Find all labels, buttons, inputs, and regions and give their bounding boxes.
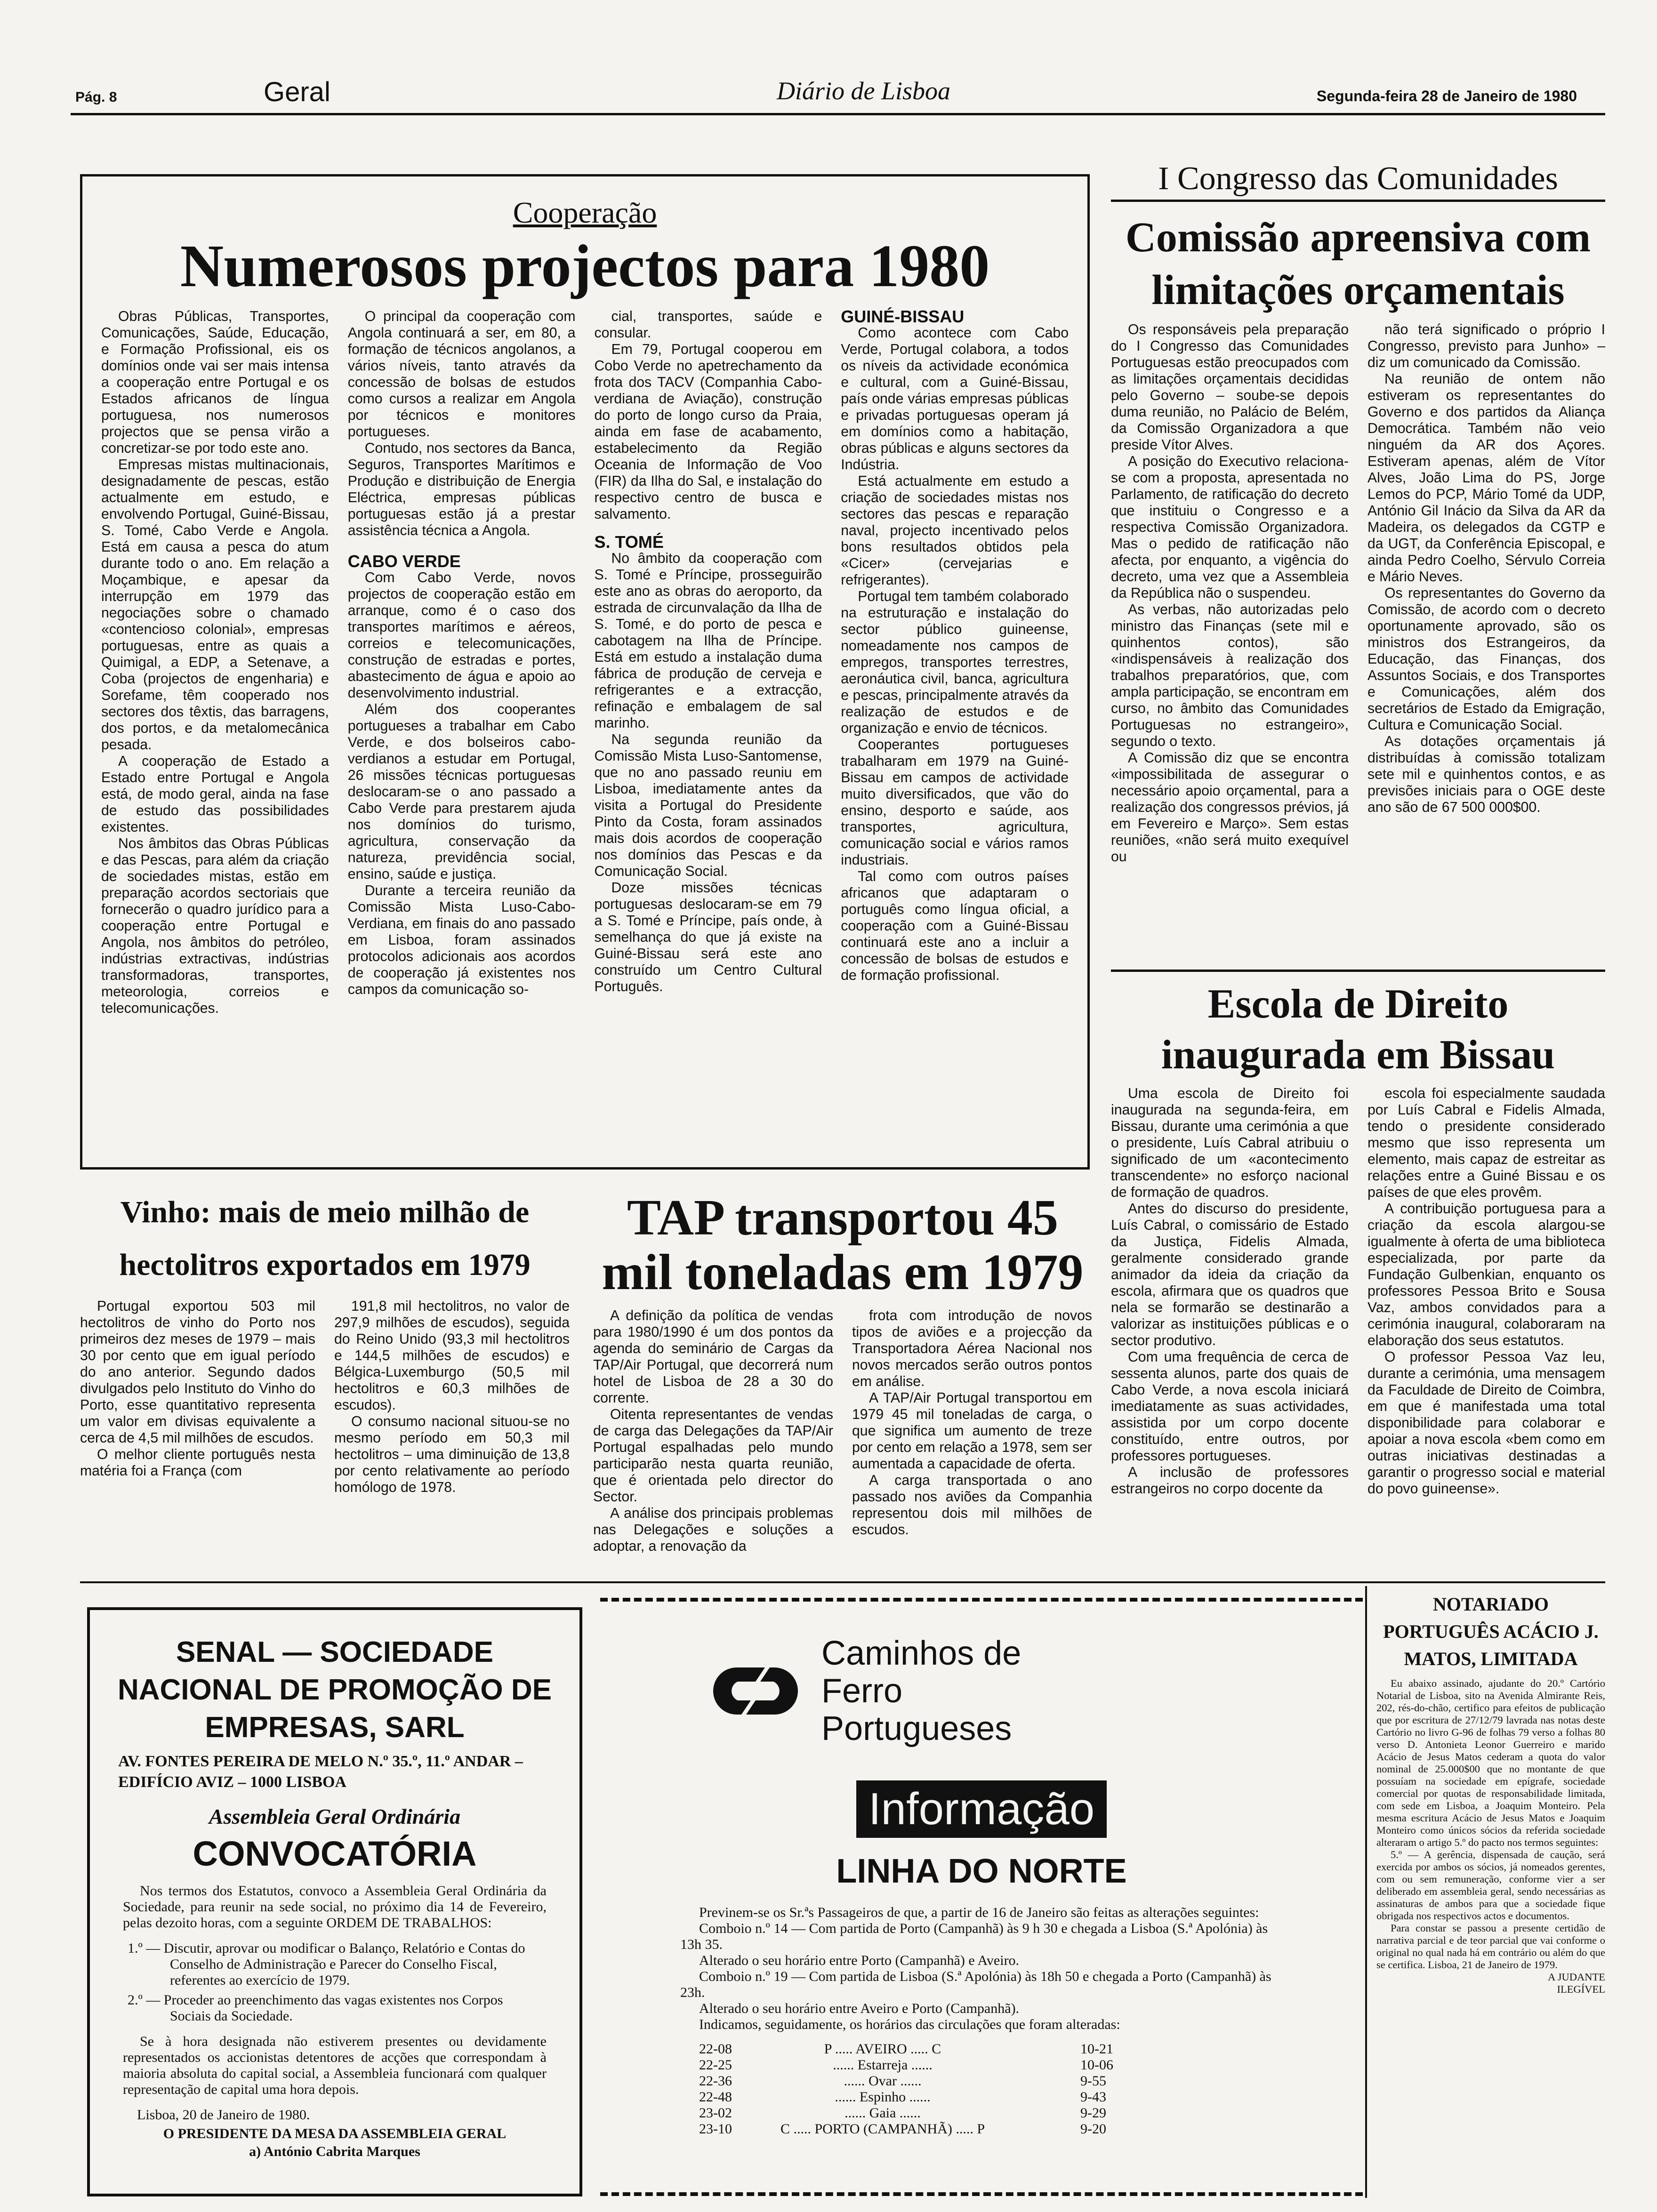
paragraph: Está actualmente em estudo a criação de sociedades mistas nos sectores das pescas e reparação naval, projecto incentivado pelos bons resultados obtidos pela «Cicer» (cervejarias e refrigerantes). <box>841 473 1069 588</box>
ad-senal <box>87 1607 582 2196</box>
article-column <box>334 1298 570 1496</box>
paragraph: não terá significado o próprio I Congresso, previsto para Junho» – diz um comunicado da Comissão. <box>1367 322 1605 370</box>
article-column <box>101 308 329 1146</box>
ad-assembly: Assembleia Geral Ordinária <box>209 1804 461 1828</box>
article-headline: Vinho: mais de meio milhão de hectolitros exportados em 1979 <box>119 1195 531 1282</box>
agenda-item: 2.º — Proceder ao preenchimento das vagas existentes nos Corpos Sociais da Sociedade. <box>128 1992 503 2024</box>
article-headline: TAP transportou 45 mil toneladas em 1979 <box>602 1190 1084 1300</box>
article-tap <box>593 1191 1092 1577</box>
paragraph: O consumo nacional situou-se no mesmo período em 50,3 mil hectolitros – uma diminuição de 13,8 por cento relativamente ao período homólogo de 1978. <box>334 1414 570 1495</box>
paragraph: Oitenta representantes de vendas de carga das Delegações da TAP/Air Portugal espalhadas pelo mundo participarão nesta quarta reunião, que é orientada pelo director do Sector. <box>593 1407 833 1505</box>
time-cell: 9-20 <box>1080 2121 1106 2137</box>
subheading: S. TOMÉ <box>594 532 664 552</box>
time-cell: 10-06 <box>1080 2057 1113 2073</box>
masthead <box>71 71 1605 115</box>
article-column <box>593 1307 833 1555</box>
article-escola <box>1111 979 1605 1563</box>
paragraph: Uma escola de Direito foi inaugurada na segunda-feira, em Bissau, durante uma cerimónia a que o presidente, Luís Cabral atribuiu o significado de um «acontecimento transcendente» no esforço nacional de formação de quadros. <box>1111 1086 1349 1200</box>
notice-line: Comboio n.º 19 — Com partida de Lisboa (S.ª Apolónia) às 18h 50 e chegada a Porto (Campanhã) às 23h. <box>680 1969 1271 2000</box>
article-cooperacao <box>80 174 1090 1170</box>
issue-date: Segunda-feira 28 de Janeiro de 1980 <box>1316 88 1577 104</box>
article-column <box>595 308 822 1146</box>
subheading: GUINÉ-BISSAU <box>841 307 965 326</box>
paragraph: Para constar se passou a presente certidão de narrativa parcial e de teor parcial que vai conforme o original no qual nada há em contrário ou além do que se certifica. Lisboa, 21 de Janeiro de 1979. <box>1376 1922 1605 1971</box>
notice-line: Indicamos, seguidamente, os horários das circulações que foram alteradas: <box>699 2017 1120 2032</box>
time-cell: 23-02 <box>699 2105 732 2121</box>
paragraph: A definição da política de vendas para 1980/1990 é um dos pontos da agenda do seminário de Cargas da TAP/Air Portugal, que decorrerá num hotel de Lisboa de 28 a 30 do corrente. <box>593 1308 833 1406</box>
article-column <box>1367 1085 1605 1497</box>
paragraph: A JUDANTE <box>1548 1971 1605 1983</box>
ad-signature-title: O PRESIDENTE DA MESA DA ASSEMBLEIA GERAL <box>163 2126 507 2141</box>
ad-cp <box>600 1598 1363 2196</box>
article-vinho <box>80 1186 570 1577</box>
paragraph: A TAP/Air Portugal transportou em 1979 45 mil toneladas de carga, o que significa um aumento de treze por cento em relação a 1978, sem ser aumentada a capacidade de oferta. <box>852 1390 1092 1472</box>
paragraph: Eu abaixo assinado, ajudante do 20.º Cartório Notarial de Lisboa, sito na Avenida Almirante Reis, 202, rés-do-chão, certifico para efeitos de publicação que por escritura de 27/12/79 lavrada nas notas deste Cartório no livro G-96 de folhas 79 verso a folhas 80 verso D. Antonieta Leonor Guerreiro e marido Acácio de Jesus Matos cederam a quota do valor nominal de 25.000$00 que no montante de que possuíam na sociedade em epígrafe, sociedade comercial por quotas de responsabilidade limitada, com sede em Lisboa, a Joaquim Monteiro. Pela mesma escritura Acácio de Jesus Matos e Joaquim Monteiro como únicos sócios da referida sociedade alteraram o artigo 5.º do pacto nos termos seguintes: <box>1376 1677 1605 1848</box>
paragraph: Com uma frequência de cerca de sessenta alunos, parte dos quais de Cabo Verde, a nova escola iniciará imediatamente as suas actividades, assistida por um corpo docente constituído, entre outros, por professores portugueses. <box>1111 1349 1349 1464</box>
paragraph: A carga transportada o ano passado nos aviões da Companhia representou dois mil milhões de escudos. <box>852 1473 1092 1538</box>
ad-address: AV. FONTES PEREIRA DE MELO N.º 35.º, 11.º ANDAR – EDIFÍCIO AVIZ – 1000 LISBOA <box>118 1753 523 1791</box>
paragraph: Na reunião de ontem não estiveram os representantes do Governo e dos partidos da Aliança Democrática. Também não veio ninguém da AR dos Açores. Estiveram apenas, além de Vítor Alves, João Lima do PS, Jorge Lemos do PCP, Mário Tomé da UDP, António Gil Inácio da Silva da AR da Madeira, os delegados da CGTP e da UGT, da Conferência Episcopal, e ainda Pedro Coelho, Sérvulo Correia e Mário Neves. <box>1367 371 1605 585</box>
paragraph: Portugal exportou 503 mil hectolitros de vinho do Porto nos primeiros dez meses de 1979 – mais 30 por cento que em igual período do ano anterior. Segundo dados divulgados pelo Instituto do Vinho do Porto, esse quantitativo representa um valor em divisas equivalente a cerca de 4,5 mil milhões de escudos. <box>80 1298 315 1446</box>
article-column <box>852 1307 1092 1555</box>
article-column <box>1111 321 1349 865</box>
paragraph: Doze missões técnicas portuguesas deslocaram-se em 79 a S. Tomé e Príncipe, país onde, à semelhança do que já existe na Guiné-Bissau será este ano construído um Centro Cultural Português. <box>594 880 822 994</box>
paragraph: Além dos cooperantes portugueses a trabalhar em Cabo Verde, e dos bolseiros cabo-verdianos a estudar em Portugal, 26 missões técnicas portuguesas deslocaram-se o ano passado a Cabo Verde para prestarem ajuda nos domínios do turismo, agricultura, conservação da natureza, previdência social, ensino, saúde e justiça. <box>347 702 576 882</box>
schedule-row <box>690 2089 1123 2105</box>
section-name: Geral <box>264 77 330 107</box>
ad-text: Nos termos dos Estatutos, convoco a Assembleia Geral Ordinária da Sociedade, para reunir na sede social, no próximo dia 14 de Fevereiro, pelas dezoito horas, com a seguinte ORDEM DE TRABALHOS: <box>123 1883 547 1931</box>
paragraph: Contudo, nos sectores da Banca, Seguros, Transportes Marítimos e Produção e distribuição de Energia Eléctrica, empresas públicas portuguesas estão já a prestar assistência técnica a Angola. <box>347 441 576 538</box>
time-cell: 9-55 <box>1080 2073 1106 2089</box>
cp-brand: Caminhos de Ferro Portugueses <box>821 1635 1022 1747</box>
ad-heading: CONVOCATÓRIA <box>193 1834 477 1873</box>
station-cell: ...... Gaia ...... <box>845 2105 921 2121</box>
paragraph: Os representantes do Governo da Comissão, de acordo com o decreto oportunamente aprovado, são os ministros dos Estrangeiros, da Educação, das Finanças, dos Assuntos Sociais, e dos Transportes e Comunicações, além dos secretários de Estado da Emigração, Cultura e Comunicação Social. <box>1367 585 1605 733</box>
schedule-row <box>690 2073 1123 2089</box>
article-kicker: I Congresso das Comunidades <box>1111 160 1605 202</box>
paragraph: As dotações orçamentais já distribuídas à comissão totalizam sete mil e quinhentos contos, e as previsões iniciais para o OGE deste ano são de 67 500 000$00. <box>1367 734 1605 815</box>
paragraph: Durante a terceira reunião da Comissão Mista Luso-Cabo-Verdiana, em finais do ano passado em Lisboa, foram assinados protocolos adicionais aos acordos de cooperação já existentes nos campos da comunicação so- <box>347 883 576 997</box>
paragraph: As verbas, não autorizadas pelo ministro das Finanças (sete mil e quinhentos contos), são «indispensáveis à realização dos trabalhos preparatórios, que, com ampla participação, se encontram em curso, no âmbito das Comunidades Portuguesas no estrangeiro», segundo o texto. <box>1111 602 1349 749</box>
paragraph: O melhor cliente português nesta matéria foi a França (com <box>80 1447 315 1479</box>
subheading: CABO VERDE <box>347 552 461 571</box>
ad-title: SENAL — SOCIEDADE NACIONAL DE PROMOÇÃO DE EMPRESAS, SARL <box>117 1636 552 1744</box>
station-cell: ...... Estarreja ...... <box>833 2057 933 2073</box>
time-cell: 9-43 <box>1080 2089 1106 2105</box>
time-cell: 22-36 <box>699 2073 732 2089</box>
time-cell: 22-25 <box>699 2057 732 2073</box>
paragraph: cial, transportes, saúde e consular. <box>594 309 822 341</box>
paragraph: Antes do discurso do presidente, Luís Cabral, o comissário de Estado da Justiça, Fidelis Almada, geralmente considerado grande animador da ideia da criação da escola, afirmara que os quadros que nela se formarão se destinarão a valorizar as instituições públicas e o sector produtivo. <box>1111 1201 1349 1348</box>
article-kicker: Cooperação <box>513 196 657 229</box>
time-cell: 22-08 <box>699 2041 732 2057</box>
article-column <box>841 308 1069 1146</box>
station-cell: ...... Ovar ...... <box>844 2073 922 2089</box>
divider <box>80 1581 1605 1583</box>
paragraph: Na segunda reunião da Comissão Mista Luso-Santomense, que no ano passado reuniu em Lisboa, imediatamente antes da visita a Portugal do Presidente Pinto da Costa, foram assinados mais dois acordos de cooperação nos domínios das Pescas e da Comunicação Social. <box>594 732 822 879</box>
article-congresso <box>1111 160 1605 960</box>
paragraph: A análise dos principais problemas nas Delegações e soluções a adoptar, a renovação da <box>593 1506 833 1554</box>
paragraph: Tal como com outros países africanos que adaptaram o português como língua oficial, a cooperação com a Guiné-Bissau continuará este ano a incluir a concessão de bolsas de estudos e de formação profissional. <box>841 869 1069 983</box>
paragraph: Obras Públicas, Transportes, Comunicações, Saúde, Educação, e Formação Profissional, eis os domínios onde vai ser mais intensa a cooperação entre Portugal e os Estados africanos de língua portuguesa, nos numerosos projectos que se pensa virão a concretizar-se por todo este ano. <box>101 309 329 456</box>
time-cell: 10-21 <box>1080 2041 1113 2057</box>
article-column <box>348 308 576 1146</box>
paragraph: A posição do Executivo relaciona-se com a proposta, apresentada no Parlamento, de ratificação do decreto que instituiu o Congresso e a respectiva Comissão Organizadora. Mas o pedido de ratificação não afecta, por enquanto, a vigência do decreto, uma vez que a Assembleia da República não o suspendeu. <box>1111 454 1349 601</box>
station-cell: C ..... PORTO (CAMPANHÃ) ..... P <box>780 2121 985 2137</box>
page-number: Pág. 8 <box>75 89 117 105</box>
article-headline: Escola de Direito inaugurada em Bissau <box>1161 981 1555 1078</box>
article-column <box>80 1298 315 1496</box>
station-cell: P ..... AVEIRO ..... C <box>824 2041 941 2057</box>
notice-line: Alterado o seu horário entre Porto (Campanhã) e Aveiro. <box>699 1953 1020 1968</box>
cp-logo-icon <box>704 1663 807 1719</box>
paragraph: 191,8 mil hectolitros, no valor de 297,9 milhões de escudos), seguida do Reino Unido (93,3 mil hectolitros e 144,5 milhões de escudos) e Bélgica-Luxemburgo (50,5 mil hectolitros e 60,3 milhões de escudos). <box>334 1298 570 1413</box>
paragraph: A contribuição portuguesa para a criação da escola alargou-se igualmente à oferta de uma biblioteca especializada, por parte da Fundação Gulbenkian, enquanto os professores Pessoa Brito e Sousa Vaz, ambos convidados para a cerimónia inaugural, colaboraram na elaboração dos seus estatutos. <box>1367 1201 1605 1348</box>
ad-title: NOTARIADO PORTUGUÊS ACÁCIO J. MATOS, LIMITADA <box>1383 1594 1599 1669</box>
divider <box>1111 970 1605 972</box>
cp-info-banner: Informação <box>856 1780 1107 1838</box>
paragraph: frota com introdução de novos tipos de aviões e a projecção da Transportadora Aérea Nacional nos novos mercados serão outros pontos em análise. <box>852 1308 1092 1389</box>
paragraph: A Comissão diz que se encontra «impossibilitada de assegurar o necessário apoio orçamental, para a realização dos congressos prévios, já em Fevereiro e Março». Sem estas reuniões, «não será muito exequível ou <box>1111 750 1349 865</box>
article-headline: Comissão apreensiva com limitações orçamentais <box>1125 214 1591 313</box>
paragraph: No âmbito da cooperação com S. Tomé e Príncipe, prosseguirão este ano as obras do aeroporto, da estrada de circunvalação da Ilha de S. Tomé, e do porto de pesca e cabotagem na Ilha de Príncipe. Está em estudo a instalação duma fábrica de produção de cerveja e refrigerantes e a extracção, refinação e embalagem de sal marinho. <box>594 551 822 731</box>
schedule-row <box>690 2105 1123 2121</box>
article-headline: Numerosos projectos para 1980 <box>180 232 990 299</box>
paragraph: A inclusão de professores estrangeiros no corpo docente da <box>1111 1465 1349 1497</box>
paragraph: O professor Pessoa Vaz leu, durante a cerimónia, uma mensagem da Faculdade de Direito de Coimbra, em que é manifestada uma total disponibilidade para colaborar e apoiar a nova escola «bem como em outras iniciativas destinadas a garantir o progresso social e material do povo guineense». <box>1367 1349 1605 1497</box>
notice-line: Comboio n.º 14 — Com partida de Porto (Campanhã) às 9 h 30 e chegada a Lisboa (S.ª Apolónia) às 13h 35. <box>680 1921 1268 1952</box>
schedule-row <box>690 2057 1123 2073</box>
paragraph: O principal da cooperação com Angola continuará a ser, em 80, a formação de técnicos angolanos, a vários níveis, tanto através da concessão de bolsas de estudos como cursos a realizar em Angola por técnicos e monitores portugueses. <box>347 309 576 440</box>
ad-notariado <box>1365 1586 1605 2198</box>
time-cell: 9-29 <box>1080 2105 1106 2121</box>
paragraph: Como acontece com Cabo Verde, Portugal colabora, a todos os níveis da actividade económica e cultural, com a Guiné-Bissau, país onde várias empresas públicas e privadas portuguesas operam já em domínios como a habitação, obras públicas e alguns sectores da Indústria. <box>841 325 1069 473</box>
article-column <box>1367 321 1605 865</box>
schedule-table <box>690 2041 1123 2137</box>
paragraph: Os responsáveis pela preparação do I Congresso das Comunidades Portuguesas estão preocupados com as limitações orçamentais decididas pelo Governo – soube-se depois duma reunião, no Palácio de Belém, da Comissão Organizadora a que preside Vítor Alves. <box>1111 322 1349 453</box>
paragraph: 5.º — A gerência, dispensada de caução, será exercida por ambos os sócios, já nomeados gerentes, com ou sem remuneração, conforme vier a ser deliberado em assembleia geral, sendo necessárias as assinaturas de ambos para que a sociedade fique obrigada nos respectivos actos e documentos. <box>1376 1849 1605 1922</box>
agenda-item: 1.º — Discutir, aprovar ou modificar o Balanço, Relatório e Contas do Conselho de Administração e Parecer do Conselho Fiscal, referentes ao exercício de 1979. <box>128 1940 525 1988</box>
paragraph: Empresas mistas multinacionais, designadamente de pescas, estão actualmente em estudo, e envolvendo Portugal, Guiné-Bissau, S. Tomé, Cabo Verde e Angola. Está em causa a pesca do atum durante todo o ano. Em relação a Moçambique, e apesar da interrupção em 1979 das negociações sobre o chamado «contencioso colonial», empresas portuguesas, entre as quais a Quimigal, a EDP, a Setenave, a Coba (projectos de engenharia) e Sorefame, têm cooperado nos sectores dos têxtis, das barragens, dos portos, e da metalomecânica pesada. <box>101 457 329 753</box>
time-cell: 22-48 <box>699 2089 732 2105</box>
paragraph: ILEGÍVEL <box>1557 1983 1605 1995</box>
station-cell: ...... Espinho ...... <box>835 2089 931 2105</box>
paragraph: Em 79, Portugal cooperou em Cobo Verde no apetrechamento da frota dos TACV (Companhia Cabo-verdiana de Aviação), construção do porto de longo curso da Praia, ainda em fase de acabamento, estabelecimento da Região Oceania de Informação de Voo (FIR) da Ilha do Sal, e instalação do respectivo centro de busca e salvamento. <box>594 342 822 522</box>
notice-line: Alterado o seu horário entre Aveiro e Porto (Campanhã). <box>699 2001 1020 2016</box>
ad-date: Lisboa, 20 de Janeiro de 1980. <box>137 2107 310 2123</box>
article-column <box>1111 1085 1349 1497</box>
paragraph: escola foi especialmente saudada por Luís Cabral e Fidelis Almada, tendo o presidente considerado mesmo que isso representa um elemento, mais capaz de estreitar as relações entre a Guiné Bissau e os países de que eles provêm. <box>1367 1086 1605 1200</box>
schedule-row <box>690 2121 1123 2137</box>
newspaper-name: Diário de Lisboa <box>777 77 951 105</box>
paragraph: Com Cabo Verde, novos projectos de cooperação estão em arranque, como é o caso dos transportes marítimos e aéreos, correios e telecomunicações, construção de estradas e portes, abastecimento de água e apoio ao desenvolvimento industrial. <box>347 570 576 701</box>
ad-text: Se à hora designada não estiverem presentes ou devidamente representados os accionistas detentores de acções que correspondam à maioria absoluta do capital social, a Assembleia funcionará com qualquer representação de capital uma hora depois. <box>123 2034 547 2097</box>
paragraph: Portugal tem também colaborado na estruturação e instalação do sector público guineense, nomeadamente nos campos de empregos, transportes terrestres, aeronáutica civil, banca, agricultura e pescas, principalmente através da realização de estudos e de organização e envio de técnicos. <box>841 589 1069 736</box>
paragraph: Cooperantes portugueses trabalharam em 1979 na Guiné-Bissau em campos de actividade muito diversificados, que vão do ensino, desporto e saúde, aos transportes, agricultura, comunicação social e vários ramos industriais. <box>841 737 1069 868</box>
time-cell: 23-10 <box>699 2121 732 2137</box>
schedule-row <box>690 2041 1123 2057</box>
notice-line: Previnem-se os Sr.ªs Passageiros de que, a partir de 16 de Janeiro são feitas as alterações seguintes: <box>699 1905 1259 1920</box>
cp-line-title: LINHA DO NORTE <box>836 1852 1127 1890</box>
ad-signature: a) António Cabrita Marques <box>249 2144 420 2159</box>
paragraph: A cooperação de Estado a Estado entre Portugal e Angola está, de modo geral, ainda na fase de estudo das possibilidades existentes. <box>101 753 329 835</box>
paragraph: Nos âmbitos das Obras Públicas e das Pescas, para além da criação de sociedades mistas, estão em preparação acordos sectoriais que fornecerão o quadro jurídico para a cooperação entre Portugal e Angola, nos âmbitos do petróleo, indústrias extractivas, indústrias transformadoras, transportes, meteorologia, correios e telecomunicações. <box>101 836 329 1016</box>
